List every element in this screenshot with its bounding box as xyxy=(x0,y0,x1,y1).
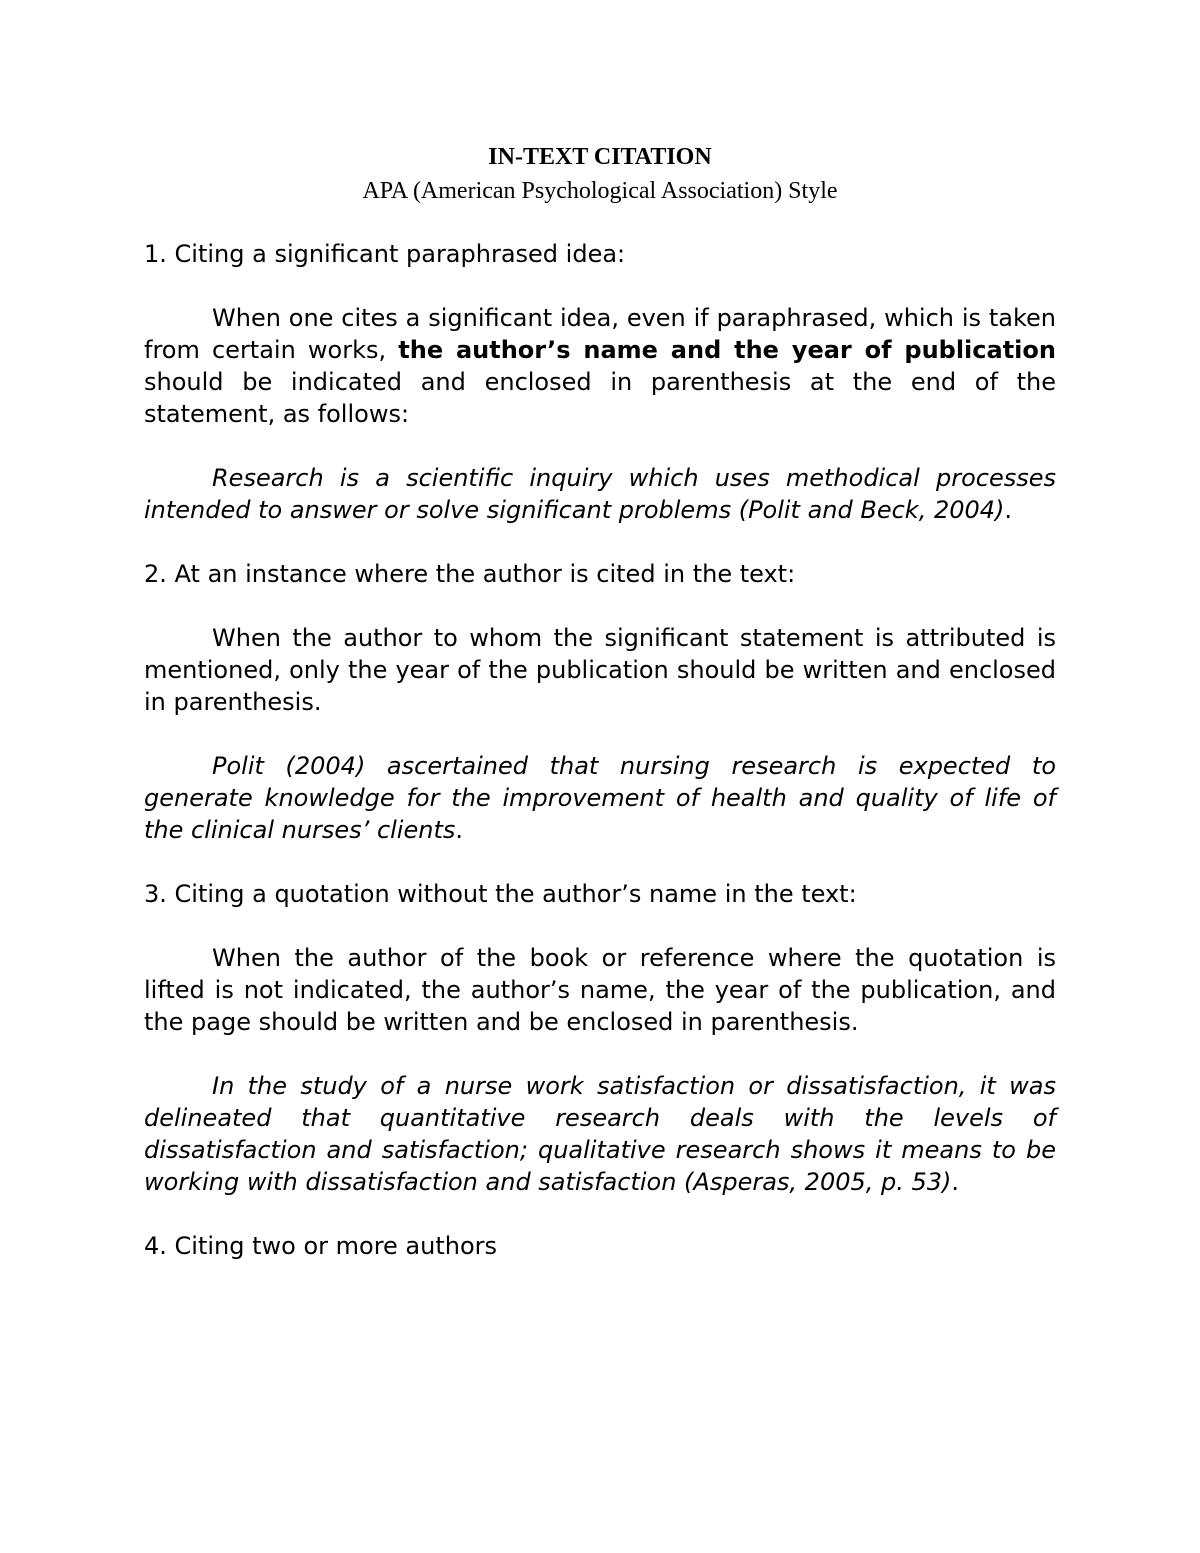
section-1-paragraph xyxy=(144,302,1056,430)
document-subtitle: APA (American Psychological Association) Style xyxy=(362,178,838,204)
section-1-example xyxy=(144,462,1056,526)
section-3-paragraph: When the author of the book or reference where the quotation is lifted is not indicated, the author’s name, the year of the publication, and the page should be written and be enclosed in parenthesis. xyxy=(144,944,1056,1036)
document-title: IN-TEXT CITATION xyxy=(488,144,712,170)
section-4-heading: 4. Citing two or more authors xyxy=(144,1232,498,1260)
document-page xyxy=(144,140,1056,1294)
section-1-paragraph-end: should be indicated and enclosed in parenthesis at the end of the statement, as follows: xyxy=(144,368,1056,428)
section-1-paragraph-start: When one cites a significant idea, even if paraphrased, which is taken from certain works, xyxy=(144,304,1056,364)
section-2-heading: 2. At an instance where the author is cited in the text: xyxy=(144,560,796,588)
section-2-paragraph: When the author to whom the significant statement is attributed is mentioned, only the year of the publication should be written and enclosed in parenthesis. xyxy=(144,624,1056,716)
section-2-example-text: Polit (2004) ascertained that nursing research is expected to generate knowledge for the improvement of health and quality of life of the clinical nurses’ clients xyxy=(144,752,1056,844)
section-3-example-text: In the study of a nurse work satisfaction or dissatisfaction, it was delineated that quantitative research deals with the levels of dissatisfaction and satisfaction; qualitative research shows it means to be working with dissatisfaction and satisfaction (Asperas, 2005, p. 53) xyxy=(144,1072,1056,1196)
section-1-paragraph-bold: the author’s name and the year of publication xyxy=(398,336,1056,364)
section-3-heading: 3. Citing a quotation without the author’s name in the text: xyxy=(144,880,857,908)
section-3-example xyxy=(144,1070,1056,1198)
section-1-heading: 1. Citing a significant paraphrased idea: xyxy=(144,240,626,268)
section-2-example xyxy=(144,750,1056,846)
section-1-example-text: Research is a scientific inquiry which uses methodical processes intended to answer or solve significant problems (Polit and Beck, 2004) xyxy=(144,464,1056,524)
section-3-example-period: . xyxy=(951,1168,960,1196)
section-1-example-period: . xyxy=(1004,496,1013,524)
section-2-example-period: . xyxy=(455,816,464,844)
